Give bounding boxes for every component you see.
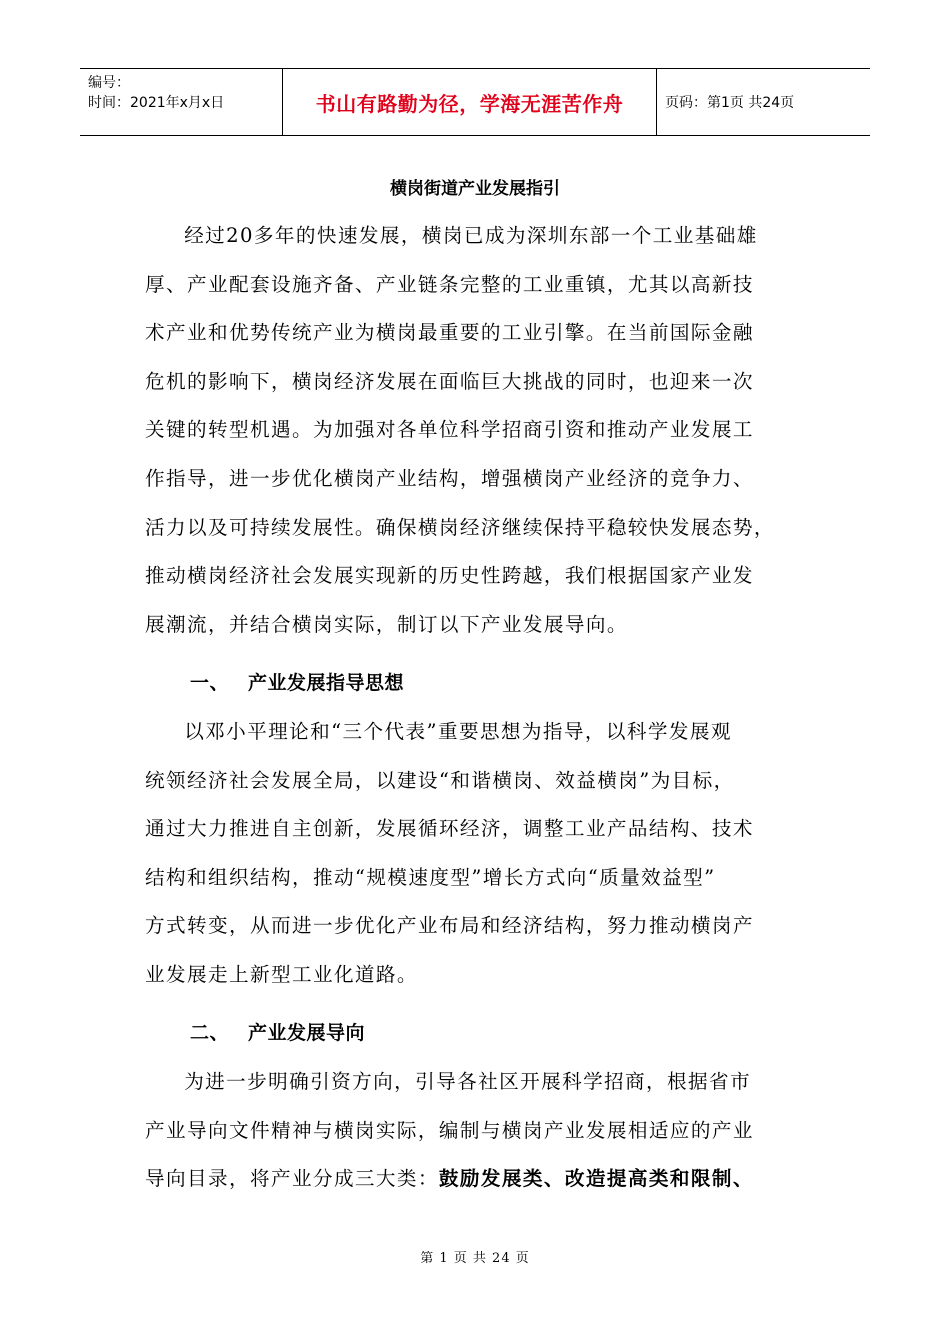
text-line: 术产业和优势传统产业为横岗最重要的工业引擎。在当前国际金融 (145, 321, 754, 345)
header-table (80, 68, 870, 136)
intro-paragraph (145, 212, 825, 649)
text-line: 展潮流，并结合横岗实际，制订以下产业发展导向。 (145, 612, 628, 636)
text-run: 导向目录，将产业分成三大类： (145, 1167, 439, 1191)
section-2-number: 二、 (190, 1022, 230, 1044)
text-line: 方式转变，从而进一步优化产业布局和经济结构，努力推动横岗产 (145, 914, 754, 938)
section-2-heading (190, 1018, 365, 1045)
text-line: 以邓小平理论和“三个代表”重要思想为指导，以科学发展观 (184, 720, 732, 743)
page-footer: 第 1 页 共 24 页 (420, 1251, 530, 1266)
section-1-heading (190, 668, 404, 695)
section-1-title: 产业发展指导思想 (248, 672, 405, 694)
text-line: 结构和组织结构，推动“规模速度型”增长方式向“质量效益型” (145, 865, 716, 889)
section-2-paragraph (145, 1058, 825, 1204)
document-title: 横岗街道产业发展指引 (390, 179, 560, 199)
text-line: 作指导，进一步优化横岗产业结构，增强横岗产业经济的竞争力、 (145, 466, 754, 490)
text-line: 关键的转型机遇。为加强对各单位科学招商引资和推动产业发展工 (145, 418, 754, 442)
text-line: 通过大力推进自主创新，发展循环经济，调整工业产品结构、技术 (145, 817, 754, 841)
section-2-title: 产业发展导向 (248, 1022, 366, 1044)
text-line (145, 1155, 825, 1204)
text-line: 危机的影响下，横岗经济发展在面临巨大挑战的同时，也迎来一次 (145, 369, 754, 393)
number-label: 编号： (88, 75, 130, 91)
text-line: 统领经济社会发展全局，以建设“和谐横岗、效益横岗”为目标， (145, 768, 735, 792)
header-meta-cell (80, 69, 283, 135)
text-line: 经过20多年的快速发展，横岗已成为深圳东部一个工业基础雄 (184, 224, 758, 247)
text-line: 产业导向文件精神与横岗实际，编制与横岗产业发展相适应的产业 (145, 1118, 754, 1142)
bold-text-run: 鼓励发展类、改造提高类和限制、 (438, 1167, 754, 1191)
header-page-info: 页码：第1页 共24页 (665, 95, 795, 111)
text-line: 业发展走上新型工业化道路。 (145, 962, 418, 986)
section-1-number: 一、 (190, 672, 230, 694)
text-line: 厚、产业配套设施齐备、产业链条完整的工业重镇，尤其以高新技 (145, 272, 754, 296)
text-line: 推动横岗经济社会发展实现新的历史性跨越，我们根据国家产业发 (145, 564, 754, 588)
time-label: 时间：2021年x月x日 (88, 95, 225, 111)
section-1-paragraph (145, 708, 825, 1000)
text-line: 活力以及可持续发展性。确保横岗经济继续保持平稳较快发展态势， (145, 515, 775, 539)
header-motto: 书山有路勤为径，学海无涯苦作舟 (283, 69, 657, 135)
text-line: 为进一步明确引资方向，引导各社区开展科学招商，根据省市 (184, 1070, 752, 1093)
